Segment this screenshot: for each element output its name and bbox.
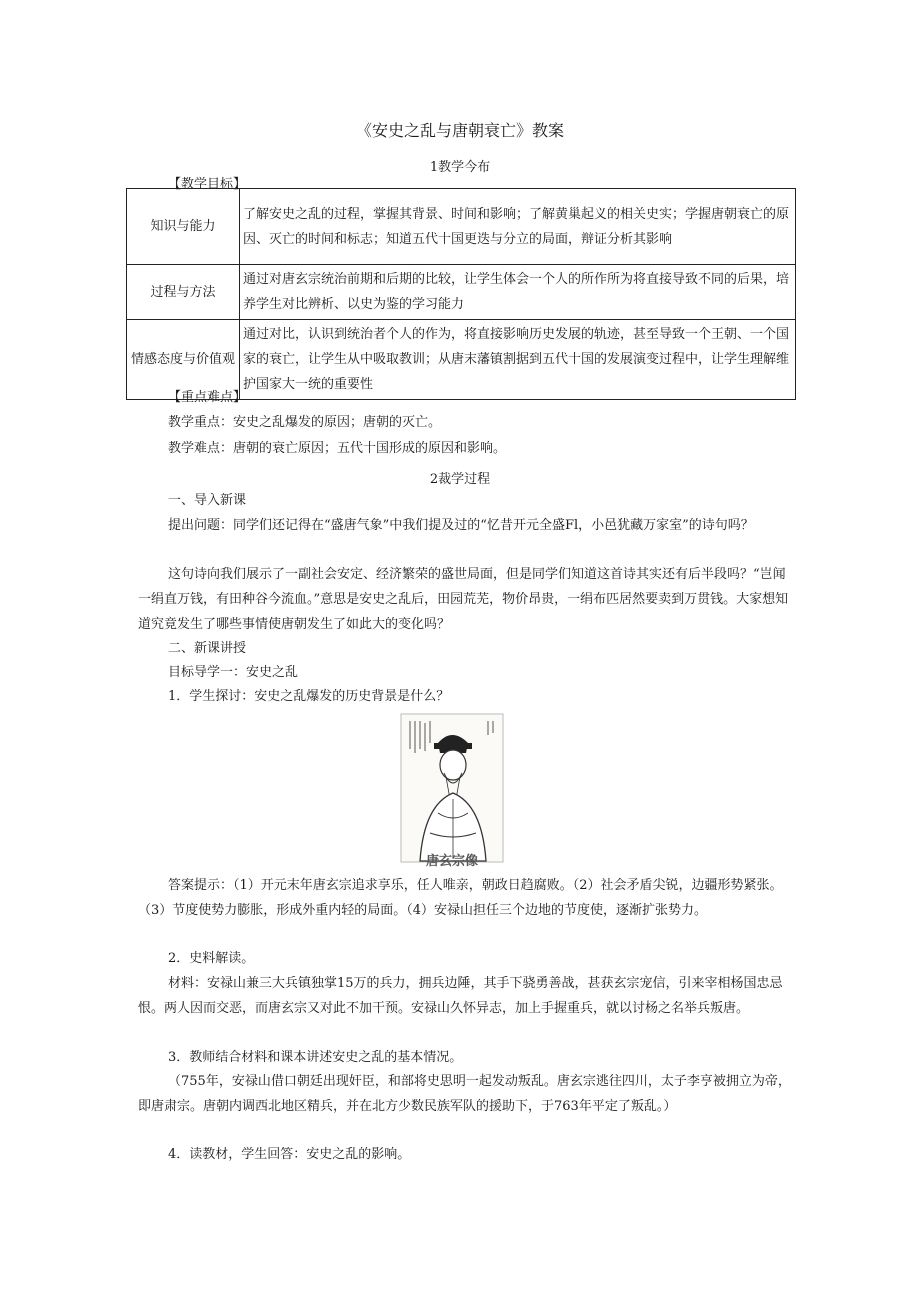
question-3: 3．教师结合材料和课本讲述安史之乱的基本情况。 [168, 1050, 463, 1065]
material-paragraph: 材料：安禄山兼三大兵镇独掌15万的兵力，拥兵边陲，其手下骁勇善战，甚获玄宗宠信，引来宰相杨国忠忌恨。两人因而交恶，而唐玄宗又对此不加干预。安禄山久怀异志，加上手握重兵，就以讨杨之名举兵叛唐。 [138, 976, 783, 1016]
table-row [127, 189, 796, 265]
section-1-heading: 1教学今布 [429, 160, 491, 175]
table-row [127, 265, 796, 320]
doc-title: 《安史之乱与唐朝衰亡》教案 [355, 121, 564, 140]
goal-name-cell: 情感态度与价值观 [127, 320, 240, 400]
key-label: 【重点难点】 [168, 390, 247, 405]
goal-text-cell: 通过对唐玄宗统治前期和后期的比较，让学生体会一个人的所作所为将直接导致不同的后果，培养学生对比辨析、以史为鉴的学习能力 [240, 265, 796, 320]
intro-paragraph-2: 这句诗向我们展示了一副社会安定、经济繁荣的盛世局面，但是同学们知道这首诗其实还有后半段吗？“岂闻一绢直万钱，有田种谷今流血。”意思是安史之乱后，田园荒芜，物价昂贵，一绢布匹居然要卖到万贯钱。大家想知道究竟发生了哪些事情使唐朝发生了如此大的变化吗？ [138, 567, 789, 632]
goals-table [126, 188, 796, 400]
goal-text-cell: 了解安史之乱的过程，掌握其背景、时间和影响；了解黄巢起义的相关史实；学握唐朝衰亡的原因、灭亡的时间和标志；知道五代十国更迭与分立的局面，辩证分析其影响 [240, 189, 796, 265]
question-4: 4．读教材，学生回答：安史之乱的影响。 [168, 1147, 411, 1162]
section-2-heading: 2裁学过程 [429, 472, 491, 487]
question-1: 1．学生探讨：安史之乱爆发的历史背景是什么？ [168, 689, 450, 704]
heading-intro: 一、导入新课 [168, 493, 247, 508]
goals-label: 【教学目标】 [168, 177, 247, 192]
intro-paragraph-1: 提出问题：同学们还记得在“盛唐气象”中我们提及过的“忆昔开元全盛Fl，小邑犹藏万家室”的诗句吗？ [168, 518, 754, 533]
answer-hint: 答案提示：（1）开元末年唐玄宗追求享乐，任人唯亲，朝政日趋腐败。（2）社会矛盾尖锐，边疆形势紧张。（3）节度使势力膨胀，形成外重内轻的局面。（4）安禄山担任三个边地的节度使，逐渐扩张势力。 [138, 878, 783, 918]
target-1: 目标导学一：安史之乱 [168, 665, 299, 680]
goal-name-cell: 过程与方法 [127, 265, 240, 320]
question-3-text: （755年，安禄山借口朝廷出现奸臣，和部将史思明一起发动叛乱。唐玄宗逃往四川，太子李亨被拥立为帝，即唐肃宗。唐朝内调西北地区精兵，并在北方少数民族军队的援助下，于763年平定了叛乱。） [138, 1074, 791, 1114]
portrait-caption: 唐玄宗像 [425, 854, 478, 869]
difficulty: 教学难点：唐朝的衰亡原因；五代十国形成的原因和影响。 [168, 441, 507, 456]
goal-name-cell: 知识与能力 [127, 189, 240, 265]
goal-text-cell: 通过对比，认识到统治者个人的作为，将直接影响历史发展的轨迹，甚至导致一个王朝、一个国家的衰亡，让学生从中吸取教训；从唐末藩镇割据到五代十国的发展演变过程中，让学生理解维护国家大一统的重要性 [240, 320, 796, 400]
question-2: 2．史料解读。 [168, 951, 255, 966]
heading-new-lesson: 二、新课讲授 [168, 641, 247, 656]
key-point: 教学重点：安史之乱爆发的原因；唐朝的灭亡。 [168, 415, 442, 430]
emperor-portrait-image [400, 708, 504, 868]
